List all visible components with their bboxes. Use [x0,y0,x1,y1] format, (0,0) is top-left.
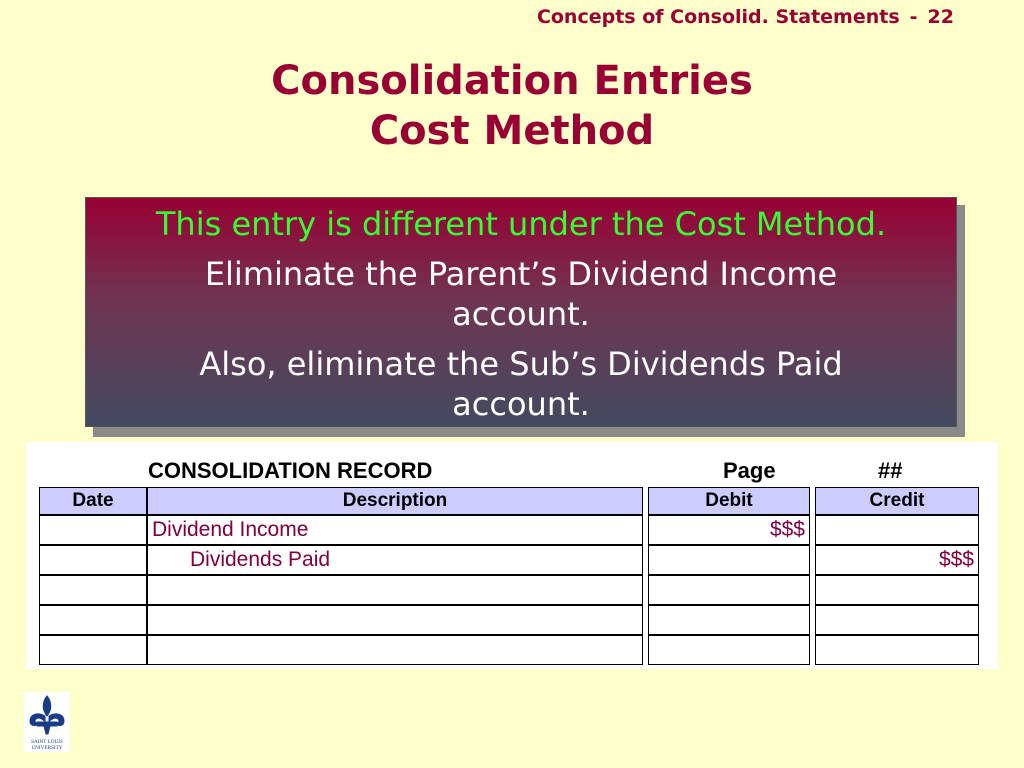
cell-description: Dividend Income [147,515,643,545]
column-header-description: Description [147,487,643,515]
cell-debit [648,575,810,605]
cell-date [39,515,147,545]
callout-line-2: Eliminate the Parent’s Dividend Income account. [204,255,838,333]
cell-debit [648,635,810,665]
logo-text-line-2: UNIVERSITY [31,745,63,751]
slide-title [0,56,1024,156]
slu-logo [24,692,70,752]
cell-description [147,635,643,665]
page-label: Page [723,458,776,483]
cell-date [39,575,147,605]
course-title: Concepts of Consolid. Statements [536,6,900,28]
cell-date [39,605,147,635]
cell-debit [648,605,810,635]
table-row [39,605,979,635]
table-row [39,635,979,665]
title-line-1: Consolidation Entries [271,58,753,104]
callout-line-3: Also, eliminate the Sub’s Dividends Paid account. [199,345,843,423]
consolidation-record [26,442,998,669]
record-title: CONSOLIDATION RECORD [148,458,433,483]
cell-debit: $$$ [648,515,810,545]
cell-description [147,575,643,605]
cell-date [39,545,147,575]
callout-highlight-line: This entry is different under the Cost Method. [155,205,887,243]
title-line-2: Cost Method [369,108,655,154]
logo-text-line-1: SAINT LOUIS [31,739,63,745]
slide-number: 22 [927,6,954,28]
cell-credit [815,635,979,665]
cell-credit: $$$ [815,545,979,575]
ledger-header-row [39,487,979,515]
cell-date [39,635,147,665]
cell-credit [815,605,979,635]
cell-description [147,605,643,635]
ledger-table [39,487,979,665]
slide-header [537,6,954,28]
table-row [39,515,979,545]
page-value: ## [878,458,903,483]
header-separator: - [909,6,918,28]
column-header-debit: Debit [648,487,810,515]
cell-description: Dividends Paid [147,545,643,575]
cell-credit [815,575,979,605]
table-row [39,545,979,575]
column-header-date: Date [39,487,147,515]
column-header-credit: Credit [815,487,979,515]
table-row [39,575,979,605]
callout-box [85,197,957,427]
cell-debit [648,545,810,575]
cell-credit [815,515,979,545]
